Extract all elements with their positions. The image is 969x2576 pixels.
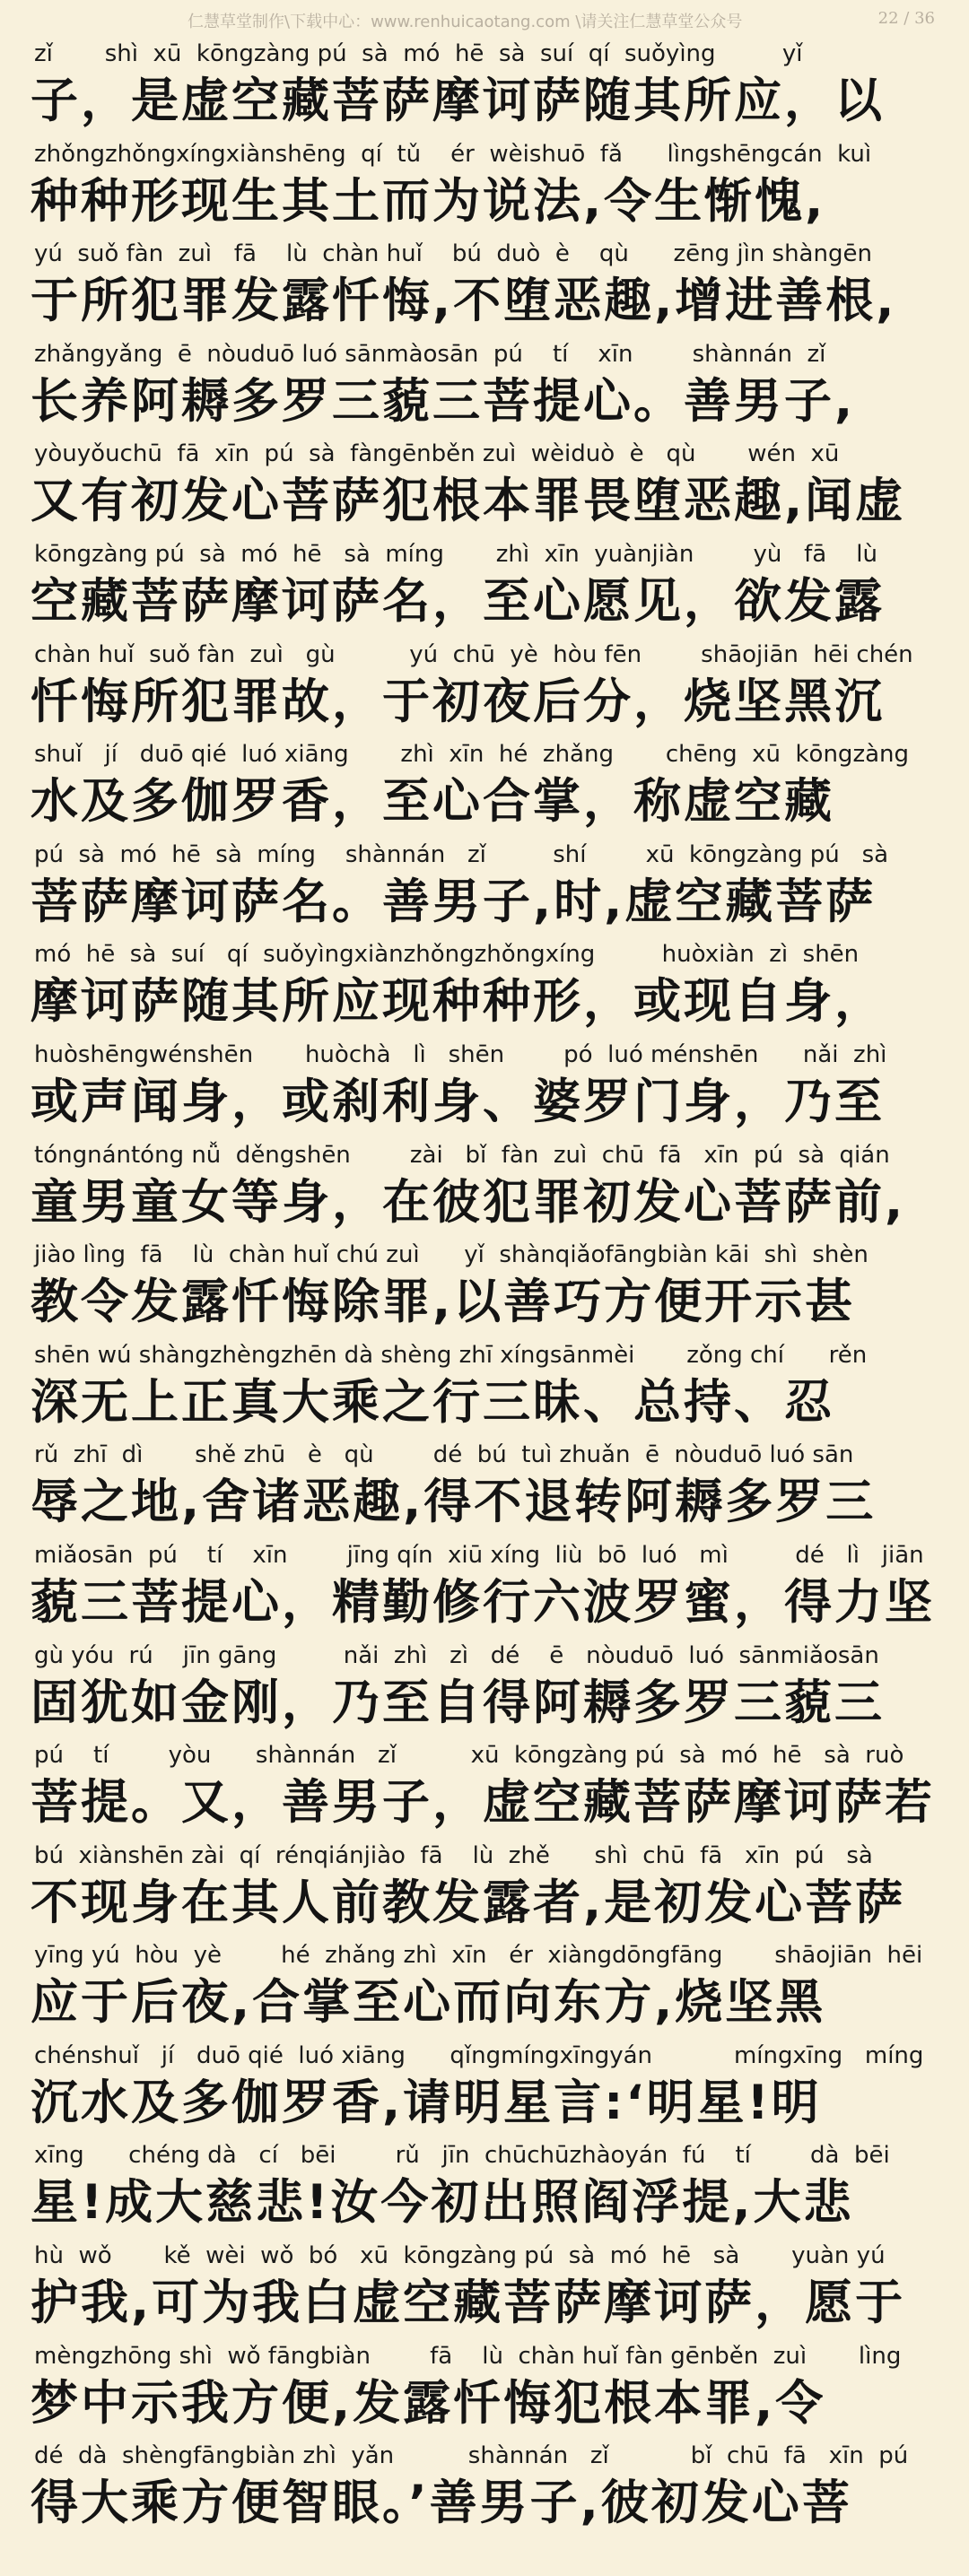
chinese-text: 童男童女等身，在彼犯罪初发心菩萨前, [31,1174,906,1230]
chinese-text: 空藏菩萨摩诃萨名，至心愿见，欲发露 [31,573,885,629]
pinyin-annotation: miǎosān pú tí xīn jīng qín xiū xíng liù bō luó mì dé lì jiān [34,1541,924,1569]
pinyin-annotation: shēn wú shàngzhèngzhēn dà shèng zhī xíngsānmèi zǒng chí rěn [34,1341,868,1369]
text-line [31,640,942,741]
text-line [31,1841,942,1942]
pinyin-annotation: xīng chéng dà cí bēi rǔ jīn chūchūzhàoyán fú tí dà bēi [34,2142,890,2170]
chinese-text: 种种形现生其土而为说法,令生惭愧, [31,173,826,229]
page-header [31,0,942,39]
pinyin-annotation: pú tí yòu shànnán zǐ xū kōngzàng pú sà mó hē sà ruò [34,1742,904,1770]
chinese-text: 长养阿耨多罗三藐三菩提心。善男子, [31,373,856,429]
text-line [31,2441,942,2542]
text-line [31,239,942,340]
pinyin-annotation: zǐ shì xū kōngzàng pú sà mó hē sà suí qí suǒyìng yǐ [34,40,803,67]
chinese-text: 沉水及多伽罗香,请明星言:‘明星!明 [31,2075,822,2130]
pinyin-annotation: bú xiànshēn zài qí rénqiánjiào fā lù zhě shì chū fā xīn pú sà [34,1841,873,1869]
pinyin-annotation: chénshuǐ jí duō qié luó xiāng qǐngmíngxīngyán míngxīng míng [34,2041,924,2069]
pinyin-annotation: gù yóu rú jīn gāng nǎi zhì zì dé ē nòuduō luó sānmiǎosān [34,1641,879,1669]
chinese-text: 梦中示我方便,发露忏悔犯根本罪,令 [31,2375,826,2431]
text-line [31,740,942,840]
chinese-text: 又有初发心菩萨犯根本罪畏堕恶趣,闻虚 [31,474,906,529]
chinese-text: 不现身在其人前教发露者,是初发心菩萨 [31,1875,906,1930]
text-line [31,2342,942,2442]
chinese-text: 辱之地,舍诸恶趣,得不退转阿耨多罗三 [31,1475,877,1530]
text-line [31,1941,942,2041]
pinyin-annotation: chàn huǐ suǒ fàn zuì gù yú chū yè hòu fēn shāojiān hēi chén [34,640,913,668]
pinyin-annotation: hù wǒ kě wèi wǒ bó xū kōngzàng pú sà mó hē sà yuàn yú [34,2242,886,2270]
text-line [31,439,942,540]
text-line [31,340,942,440]
pinyin-annotation: tóngnántóng nǚ děngshēn zài bǐ fàn zuì chū fā xīn pú sà qián [34,1141,890,1169]
text-line [31,1541,942,1641]
chinese-text: 忏悔所犯罪故，于初夜后分，烧坚黑沉 [31,674,885,729]
text-line [31,2241,942,2342]
pinyin-annotation: kōngzàng pú sà mó hē sà míng zhì xīn yuànjiàn yù fā lù [34,540,877,568]
pinyin-annotation: yòuyǒuchū fā xīn pú sà fàngēnběn zuì wèiduò è qù wén xū [34,440,840,468]
pinyin-annotation: rǔ zhī dì shě zhū è qù dé bú tuì zhuǎn ē nòuduō luó sān [34,1441,854,1469]
chinese-text: 深无上正真大乘之行三昧、总持、忍 [31,1374,834,1430]
pinyin-annotation: mó hē sà suí qí suǒyìngxiànzhǒngzhǒngxíng huòxiàn zì shēn [34,941,860,969]
pinyin-annotation: yīng yú hòu yè hé zhǎng zhì xīn ér xiàngdōngfāng shāojiān hēi [34,1942,923,1970]
text-line [31,940,942,1040]
text-line [31,1040,942,1141]
page-number: 22 / 36 [877,9,935,28]
pinyin-annotation: zhǎngyǎng ē nòuduō luó sānmàosān pú tí xīn shànnán zǐ [34,340,826,368]
chinese-text: 菩萨摩诃萨名。善男子,时,虚空藏菩萨 [31,874,877,929]
header-text: 仁慧草堂制作\下载中心：www.renhuicaotang.com \请关注仁慧草堂公众号 [188,13,743,31]
chinese-text: 于所犯罪发露忏悔,不堕恶趣,增进善根, [31,274,897,329]
pinyin-annotation: zhǒngzhǒngxíngxiànshēng qí tǔ ér wèishuō fǎ lìngshēngcán kuì [34,140,872,168]
text-line [31,540,942,640]
chinese-text: 菩提。又，善男子，虚空藏菩萨摩诃萨若 [31,1775,935,1831]
scripture-text [31,39,942,2542]
pinyin-annotation: huòshēngwénshēn huòchà lì shēn pó luó ménshēn nǎi zhì [34,1040,887,1068]
chinese-text: 固犹如金刚，乃至自得阿耨多罗三藐三 [31,1675,885,1730]
chinese-text: 子，是虚空藏菩萨摩诃萨随其所应，以 [31,74,885,128]
text-line [31,1240,942,1341]
chinese-text: 摩诃萨随其所应现种种形，或现自身， [31,974,885,1030]
pinyin-annotation: dé dà shèngfāngbiàn zhì yǎn shànnán zǐ bǐ chū fā xīn pú [34,2442,909,2470]
chinese-text: 藐三菩提心，精勤修行六波罗蜜，得力坚 [31,1574,935,1630]
text-line [31,140,942,240]
chinese-text: 星!成大慈悲!汝今初出照阎浮提,大悲 [31,2175,854,2231]
pinyin-annotation: yú suǒ fàn zuì fā lù chàn huǐ bú duò è qù zēng jìn shàngēn [34,240,872,268]
pinyin-annotation: shuǐ jí duō qié luó xiāng zhì xīn hé zhǎng chēng xū kōngzàng [34,741,909,769]
chinese-text: 或声闻身，或刹利身、婆罗门身，乃至 [31,1074,885,1129]
pinyin-annotation: mèngzhōng shì wǒ fāngbiàn fā lù chàn huǐ fàn gēnběn zuì lìng [34,2342,902,2370]
pinyin-annotation: jiào lìng fā lù chàn huǐ chú zuì yǐ shànqiǎofāngbiàn kāi shì shèn [34,1241,869,1269]
text-line [31,1641,942,1742]
pinyin-annotation: pú sà mó hē sà míng shànnán zǐ shí xū kōngzàng pú sà [34,840,889,868]
chinese-text: 水及多伽罗香，至心合掌，称虚空藏 [31,774,834,830]
chinese-text: 得大乘方便智眼。’善男子,彼初发心菩 [31,2476,852,2531]
text-line [31,1141,942,1241]
text-line [31,39,942,140]
text-line [31,1341,942,1441]
chinese-text: 教令发露忏悔除罪,以善巧方便开示甚 [31,1275,856,1330]
text-line [31,2041,942,2142]
text-line [31,2141,942,2241]
text-line [31,1440,942,1541]
text-line [31,840,942,941]
chinese-text: 护我,可为我白虚空藏菩萨摩诃萨，愿于 [31,2276,906,2331]
chinese-text: 应于后夜,合掌至心而向东方,烧坚黑 [31,1975,826,2031]
text-line [31,1741,942,1841]
